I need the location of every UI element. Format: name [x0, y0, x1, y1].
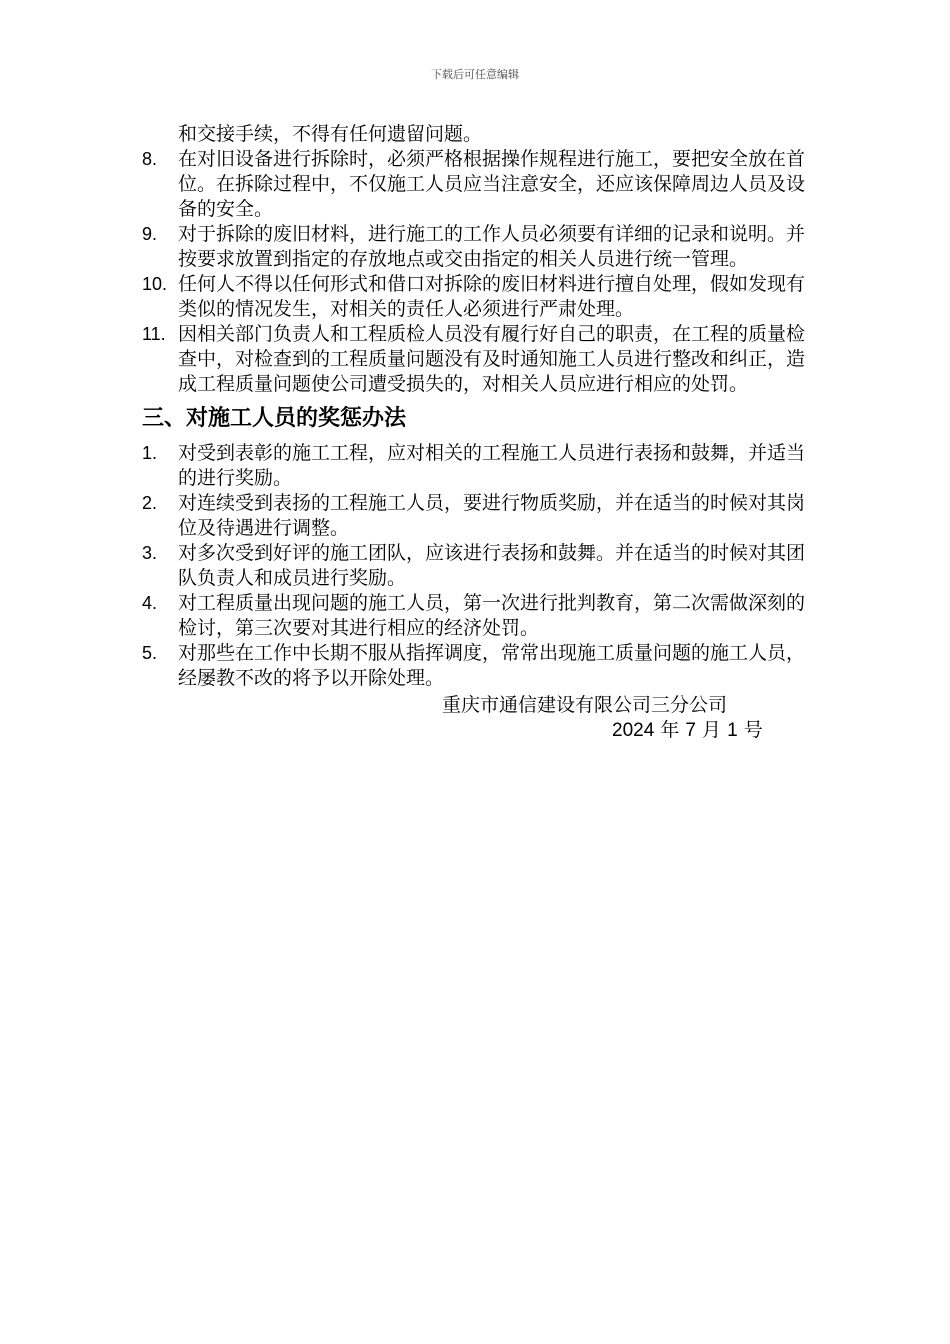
- date-day-unit: 号: [743, 719, 763, 741]
- date-year-unit: 年: [660, 719, 680, 741]
- list-item-text: 对工程质量出现问题的施工人员，第一次进行批判教育，第二次需做深刻的检讨，第三次要对其进行相应的经济处罚。: [178, 592, 806, 639]
- list-item: [142, 591, 822, 641]
- list-item-number: 5.: [142, 643, 158, 663]
- list-item-text: 任何人不得以任何形式和借口对拆除的废旧材料进行擅自处理，假如发现有类似的情况发生，对相关的责任人必须进行严肃处理。: [178, 273, 806, 320]
- list-item-number: 10.: [142, 274, 168, 294]
- list-item-text: 对于拆除的废旧材料，进行施工的工作人员必须要有详细的记录和说明。并按要求放置到指定的存放地点或交由指定的相关人员进行统一管理。: [178, 223, 806, 270]
- list-item: [142, 641, 822, 691]
- date-month: 7: [685, 720, 696, 741]
- list-item: [142, 322, 822, 397]
- list-item: [142, 491, 822, 541]
- document-body: [142, 122, 822, 743]
- list-item-number: 11.: [142, 324, 166, 344]
- list-item: [142, 441, 822, 491]
- section-heading: 三、对施工人员的奖惩办法: [142, 405, 407, 431]
- list-item: [142, 222, 822, 272]
- continuation-text: 和交接手续，不得有任何遗留问题。: [178, 123, 483, 145]
- signature-company: 重庆市通信建设有限公司三分公司: [442, 694, 728, 716]
- date-month-unit: 月: [702, 719, 722, 741]
- list-item-number: 3.: [142, 543, 158, 563]
- list-item-number: 4.: [142, 593, 158, 613]
- date-year: 2024: [612, 720, 655, 741]
- list-item-text: 在对旧设备进行拆除时，必须严格根据操作规程进行施工，要把安全放在首位。在拆除过程中，不仅施工人员应当注意安全，还应该保障周边人员及设备的安全。: [178, 148, 806, 220]
- reward-punishment-list: [142, 441, 822, 691]
- header-note: 下载后可任意编辑: [431, 68, 519, 81]
- list-item-text: 对受到表彰的施工工程，应对相关的工程施工人员进行表扬和鼓舞，并适当的进行奖励。: [178, 442, 806, 489]
- list-item-text: 因相关部门负责人和工程质检人员没有履行好自己的职责，在工程的质量检查中，对检查到的工程质量问题没有及时通知施工人员进行整改和纠正，造成工程质量问题使公司遭受损失的，对相关人员应进行相应的处罚。: [178, 323, 806, 395]
- list-item-text: 对连续受到表扬的工程施工人员，要进行物质奖励，并在适当的时候对其岗位及待遇进行调整。: [178, 492, 806, 539]
- list-item: [142, 541, 822, 591]
- list-item-number: 1.: [142, 443, 158, 463]
- list-item-number: 8.: [142, 149, 158, 169]
- list-item: [142, 147, 822, 222]
- signature-date: [142, 718, 822, 743]
- list-item-number: 9.: [142, 224, 158, 244]
- list-item-text: 对那些在工作中长期不服从指挥调度，常常出现施工质量问题的施工人员，经屡教不改的将予以开除处理。: [178, 642, 806, 689]
- rules-list: [142, 147, 822, 397]
- list-item: [142, 272, 822, 322]
- list-item-text: 对多次受到好评的施工团队，应该进行表扬和鼓舞。并在适当的时候对其团队负责人和成员进行奖励。: [178, 542, 806, 589]
- date-day: 1: [727, 720, 738, 741]
- list-item-number: 2.: [142, 493, 158, 513]
